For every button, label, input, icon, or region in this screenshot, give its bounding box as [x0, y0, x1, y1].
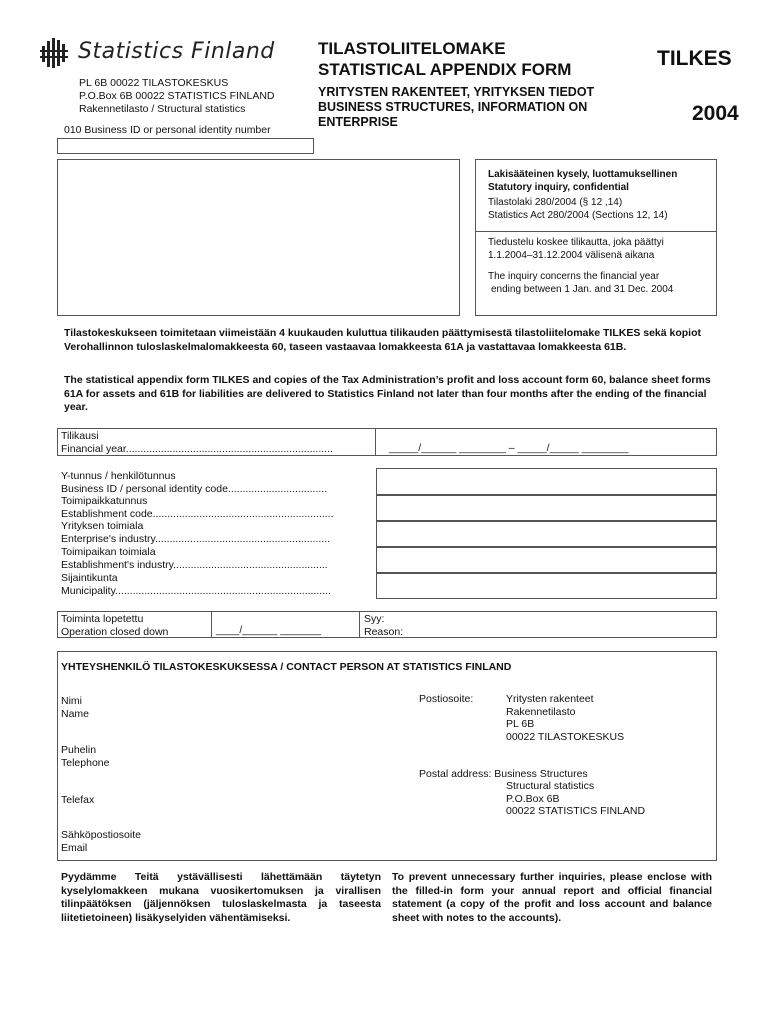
inquiry-act-en: Statistics Act 280/2004 (Sections 12, 14): [488, 210, 668, 221]
contact-email-en: Email: [61, 841, 88, 854]
inquiry-period-fi: Tiedustelu koskee tilikautta, joka päättyi: [488, 237, 664, 248]
inquiry-divider: [476, 231, 716, 232]
establishment-industry-input[interactable]: [376, 547, 717, 573]
postal-address-fi: [506, 693, 624, 743]
inquiry-act-fi: Tilastolaki 280/2004 (§ 12 ,14): [488, 197, 623, 208]
statistics-finland-logo-icon: [40, 36, 74, 70]
postal-fi-line: 00022 TILASTOKESKUS: [506, 730, 625, 743]
postal-address-en-label: Postal address: Business Structures: [419, 768, 588, 780]
postal-address-en: [506, 780, 645, 818]
address-line: Rakennetilasto / Structural statistics: [79, 103, 246, 115]
business-id-field-input[interactable]: [376, 468, 717, 495]
subtitle-line: BUSINESS STRUCTURES, INFORMATION ON: [318, 100, 588, 114]
operation-closed-label-en: Operation closed down: [61, 625, 169, 638]
business-id-label-en: Business ID / personal identity code..................................: [61, 482, 328, 495]
enterprise-industry-input[interactable]: [376, 521, 717, 547]
financial-year-label: [61, 430, 366, 455]
inquiry-period-fi-2: 1.1.2004–31.12.2004 välisenä aikana: [488, 250, 655, 261]
municipality-label: [61, 572, 366, 597]
contact-name-label: [61, 695, 89, 720]
logo: [40, 36, 275, 70]
municipality-input[interactable]: [376, 573, 717, 599]
business-id-label-fi: Y-tunnus / henkilötunnus: [61, 470, 176, 482]
contact-name-fi: Nimi: [61, 695, 82, 707]
reason-divider: [359, 611, 360, 638]
contact-heading: YHTEYSHENKILÖ TILASTOKESKUKSESSA / CONTACT PERSON AT STATISTICS FINLAND: [61, 661, 512, 673]
postal-en-line: P.O.Box 6B: [506, 792, 560, 805]
address-line: PL 6B 00022 TILASTOKESKUS: [79, 77, 229, 89]
form-title-en: STATISTICAL APPENDIX FORM: [318, 60, 572, 79]
instructions-fi: Tilastokeskukseen toimitetaan viimeistään 4 kuukauden kuluttua tilikauden päättymisestä tilastoliitelomake TILKES sekä kopiot Verohallinnon tuloslaskelmalomakkeesta 60, taseen vastaavaa lomakkeesta 61A ja vastattavaa lomakkeesta 61B.: [64, 327, 702, 353]
enterprise-industry-label-en: Enterprise's industry............................................................: [61, 532, 331, 545]
financial-year-label-fi: Tilikausi: [61, 430, 99, 442]
establishment-code-label-fi: Toimipaikkatunnus: [61, 495, 148, 507]
postal-en-line: Structural statistics: [506, 780, 595, 792]
enterprise-industry-label: [61, 520, 366, 545]
establishment-code-input[interactable]: [376, 495, 717, 521]
form-year: 2004: [692, 102, 739, 125]
contact-email-label: [61, 829, 141, 854]
inquiry-period-en-2: ending between 1 Jan. and 31 Dec. 2004: [491, 284, 674, 295]
operation-closed-label-fi: Toiminta lopetettu: [61, 613, 144, 625]
establishment-code-label: [61, 495, 366, 520]
form-subtitle: [318, 85, 594, 130]
establishment-industry-label-en: Establishment's industry.....................................................: [61, 558, 328, 571]
contact-phone-en: Telephone: [61, 756, 110, 769]
form-title: [318, 38, 571, 80]
contact-fax-label: Telefax: [61, 794, 95, 806]
footer-note-fi: Pyydämme Teitä ystävällisesti lähettämään täytetyn kyselylomakkeen mukana vuosikertomuksen ja virallisen tilinpäätöksen (jäljennöksen tuloslaskelmasta ja taseesta liitetietoineen) lisäkyselyiden vähentämiseksi.: [61, 871, 381, 924]
address-line: P.O.Box 6B 00022 STATISTICS FINLAND: [79, 90, 275, 102]
operation-closed-date-input[interactable]: ____/______ _______: [216, 624, 322, 636]
inquiry-statutory-fi: Lakisääteinen kysely, luottamuksellinen: [488, 169, 678, 180]
recipient-address-box[interactable]: [57, 159, 460, 316]
postal-fi-line: Yritysten rakenteet: [506, 693, 594, 705]
subtitle-line: ENTERPRISE: [318, 115, 398, 129]
operation-closed-label: [61, 613, 168, 638]
instructions-en: The statistical appendix form TILKES and copies of the Tax Administration’s profit and loss account form 60, balance sheet forms 61A for assets and 61B for liabilities are delivered to Statistics Finland not later than four months after the ending of the financial year.: [64, 374, 711, 413]
subtitle-line: YRITYSTEN RAKENTEET, YRITYKSEN TIEDOT: [318, 85, 595, 99]
municipality-label-fi: Sijaintikunta: [61, 572, 118, 584]
postal-fi-line: PL 6B: [506, 718, 535, 730]
contact-name-en: Name: [61, 707, 90, 720]
logo-text: Statistics Finland: [78, 39, 275, 64]
contact-phone-fi: Puhelin: [61, 744, 97, 756]
footer-note-en: To prevent unnecessary further inquiries, please enclose with the filled-in form your annual report and official financial statement (a copy of the profit and loss account and balance sheet with notes to the accounts).: [392, 871, 712, 924]
postal-address-fi-label: Postiosoite:: [419, 693, 474, 705]
business-id-label: 010 Business ID or personal identity number: [64, 124, 271, 136]
contact-email-fi: Sähköpostiosoite: [61, 829, 141, 841]
postal-fi-line: Rakennetilasto: [506, 705, 576, 718]
enterprise-industry-label-fi: Yrityksen toimiala: [61, 520, 144, 532]
inquiry-info-box: [475, 159, 717, 316]
establishment-industry-label: [61, 546, 366, 571]
form-code: TILKES: [657, 47, 732, 70]
business-id-field-label: [61, 470, 366, 495]
operation-closed-divider: [211, 611, 212, 638]
address-block: [79, 77, 275, 116]
reason-field[interactable]: [364, 613, 403, 638]
financial-year-label-en: Financial year.......................................................................: [61, 442, 333, 455]
contact-phone-label: [61, 744, 109, 769]
business-id-input[interactable]: [57, 138, 314, 154]
establishment-industry-label-fi: Toimipaikan toimiala: [61, 546, 156, 558]
contact-person-section: [57, 651, 717, 861]
financial-year-divider: [375, 428, 376, 456]
reason-label-fi: Syy:: [364, 613, 385, 625]
financial-year-input[interactable]: _____/______ ________ – _____/_____ ________: [389, 442, 629, 454]
establishment-code-label-en: Establishment code..............................................................: [61, 507, 334, 520]
municipality-label-en: Municipality..........................................................................: [61, 584, 331, 597]
inquiry-statutory-en: Statutory inquiry, confidential: [488, 182, 629, 193]
reason-label-en: Reason:: [364, 625, 404, 638]
inquiry-period-en: The inquiry concerns the financial year: [488, 271, 660, 282]
form-title-fi: TILASTOLIITELOMAKE: [318, 39, 506, 58]
postal-en-line: 00022 STATISTICS FINLAND: [506, 805, 646, 817]
